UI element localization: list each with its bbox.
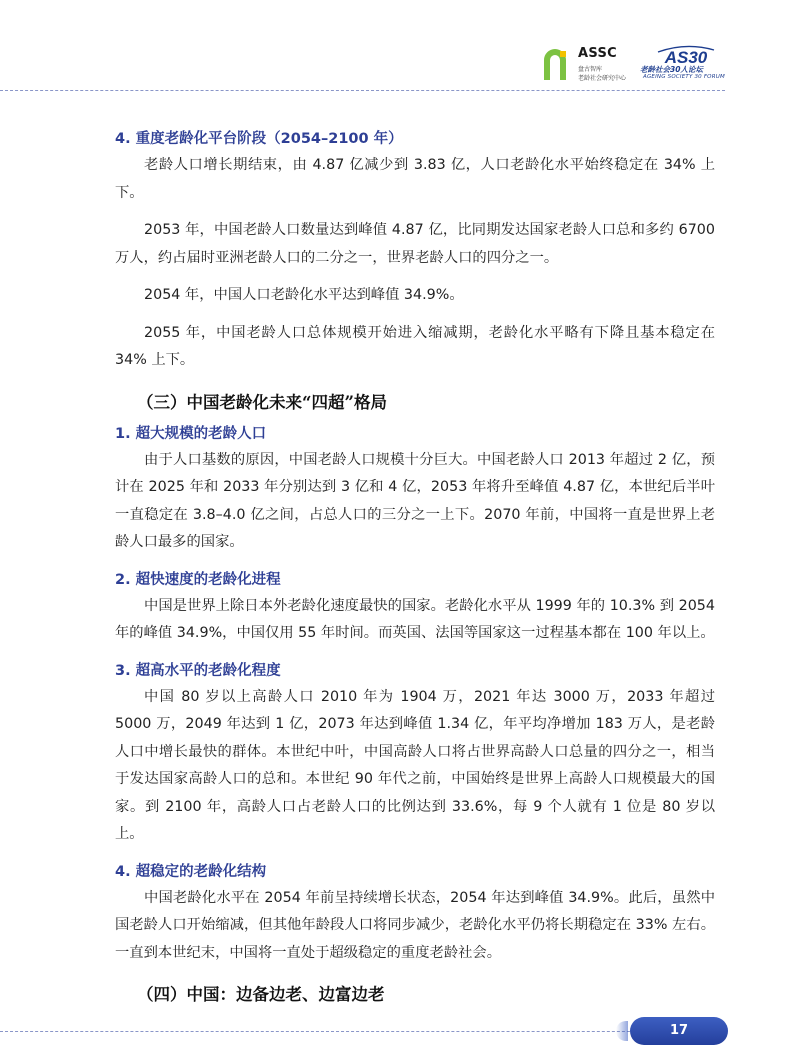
assc-subtitle: 盘古智库 [578, 66, 603, 73]
as30-subtitle-cn: 老龄社会30人论坛 [640, 65, 703, 74]
main-heading: （四）中国：边备边老、边富边老 [137, 985, 385, 1004]
main-heading: （三）中国老龄化未来“四超”格局 [137, 392, 387, 412]
section-heading: 3. 超高水平的老龄化程度 [115, 662, 281, 679]
assc-subtitle-2: 老龄社会研究中心 [578, 75, 627, 82]
assc-title: ASSC [578, 46, 617, 61]
paragraph: 2053 年，中国老龄人口数量达到峰值 4.87 亿，比同期发达国家老龄人口总和多约 6700 万人，约占届时亚洲老龄人口的二分之一，世界老龄人口的四分之一。 [115, 222, 715, 266]
as30-logo [656, 44, 716, 66]
as30-subtitle-en: AGEING SOCIETY 30 FORUM [643, 74, 725, 80]
section-heading: 4. 重度老龄化平台阶段（2054–2100 年） [115, 131, 403, 147]
as30-logo-text: AS30 [664, 48, 708, 66]
section-heading: 4. 超稳定的老龄化结构 [115, 863, 267, 880]
paragraph: 2054 年，中国人口老龄化水平达到峰值 34.9%。 [144, 287, 464, 303]
paragraph: 中国 80 岁以上高龄人口 2010 年为 1904 万，2021 年达 3000 万，2033 年超过 5000 万，2049 年达到 1 亿，2073 年达到峰值 1.34 亿，年平均净增加 183 万人，是老龄人口中增长最快的群体。本世纪中叶，中国高龄人口将占世界高龄人口总量的四分之一，相当于发达国家高龄人口的总和。本世纪 90 年代之前，中国始终是世界上高龄人口规模最大的国家。到 2100 年，高龄人口占老龄人口的比例达到 33.6%，每 9 个人就有 1 位是 80 岁以上。 [115, 688, 715, 842]
paragraph: 由于人口基数的原因，中国老龄人口规模十分巨大。中国老龄人口 2013 年超过 2 亿，预计在 2025 年和 2033 年分别达到 3 亿和 4 亿，2053 年将升至峰值 4.87 亿，本世纪后半叶一直稳定在 3.8–4.0 亿之间，占总人口的三分之一上下。2070 年前，中国将一直是世界上老龄人口最多的国家。 [115, 451, 715, 550]
paragraph: 老龄人口增长期结束，由 4.87 亿减少到 3.83 亿，人口老龄化水平始终稳定在 34% 上下。 [115, 157, 715, 201]
section-heading: 2. 超快速度的老龄化进程 [115, 571, 281, 588]
paragraph: 2055 年，中国老龄人口总体规模开始进入缩减期，老龄化水平略有下降且基本稳定在 34% 上下。 [115, 324, 715, 368]
footer-divider [0, 1031, 660, 1032]
section-heading: 1. 超大规模的老龄人口 [115, 425, 267, 442]
assc-logo-icon [541, 46, 571, 82]
page-number-badge [630, 1017, 728, 1045]
header-divider [0, 90, 725, 91]
page-number: 17 [669, 1023, 689, 1038]
page-body [115, 126, 715, 1009]
paragraph: 中国是世界上除日本外老龄化速度最快的国家。老龄化水平从 1999 年的 10.3% 到 2054 年的峰值 34.9%，中国仅用 55 年时间。而英国、法国等国家这一过程基本都在 100 年以上。 [115, 597, 715, 641]
page-header [0, 0, 800, 95]
paragraph: 中国老龄化水平在 2054 年前呈持续增长状态，2054 年达到峰值 34.9%。此后，虽然中国老龄人口开始缩减，但其他年龄段人口将同步减少，老龄化水平仍将长期稳定在 33% 左右。一直到本世纪末，中国将一直处于超级稳定的重度老龄社会。 [115, 889, 715, 961]
